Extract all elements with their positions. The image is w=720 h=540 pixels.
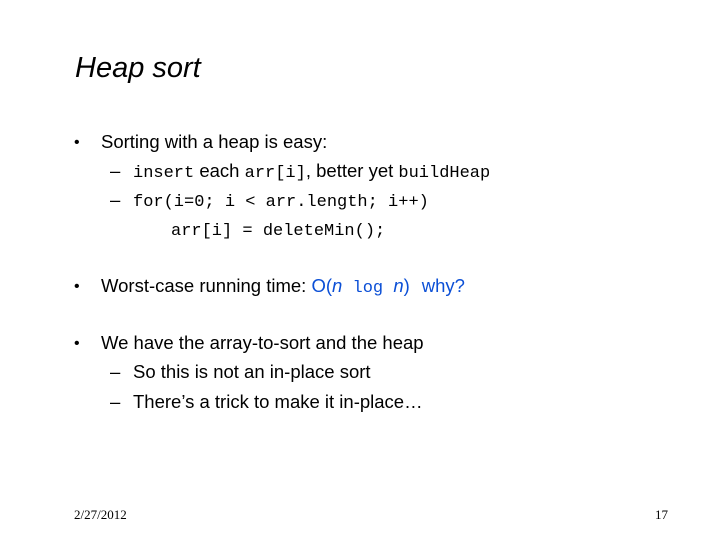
code-arr-i: arr[i] <box>244 164 306 183</box>
dash-marker: – <box>110 361 121 382</box>
worst-case-label: Worst-case running time: <box>101 275 312 296</box>
code-deletemin: arr[i] = deleteMin(); <box>171 222 386 241</box>
code-log: log <box>342 279 394 298</box>
sub-not-in-place: So this is not an in-place sort <box>133 361 371 382</box>
sub-for-loop <box>133 189 429 214</box>
bullet-marker: • <box>74 134 80 151</box>
big-o-close: ) <box>403 275 410 296</box>
code-for-loop: for(i=0; i < arr.length; i++) <box>133 193 429 212</box>
sub-insert-line <box>133 160 490 185</box>
bullet-marker: • <box>74 278 80 295</box>
code-deletemin-line <box>171 218 385 243</box>
sub-trick-in-place: There’s a trick to make it in-place… <box>133 391 423 412</box>
text-better-yet: , better yet <box>305 160 399 181</box>
dash-marker: – <box>110 160 121 181</box>
footer-date: 2/27/2012 <box>74 507 127 522</box>
dash-marker: – <box>110 391 121 412</box>
why-question: why? <box>421 275 465 296</box>
bullet-worst-case <box>101 275 465 300</box>
code-insert: insert <box>133 164 195 183</box>
bullet-marker: • <box>74 335 80 352</box>
n-variable: n <box>332 275 343 296</box>
big-o-open: O( <box>311 275 332 296</box>
text-each: each <box>194 160 245 181</box>
code-buildheap: buildHeap <box>398 164 491 183</box>
n-variable: n <box>393 275 404 296</box>
bullet-array-and-heap: We have the array-to-sort and the heap <box>101 332 424 353</box>
dash-marker: – <box>110 189 121 210</box>
footer-page-number: 17 <box>655 507 668 522</box>
bullet-sorting: Sorting with a heap is easy: <box>101 131 328 152</box>
slide-title: Heap sort <box>75 52 201 84</box>
